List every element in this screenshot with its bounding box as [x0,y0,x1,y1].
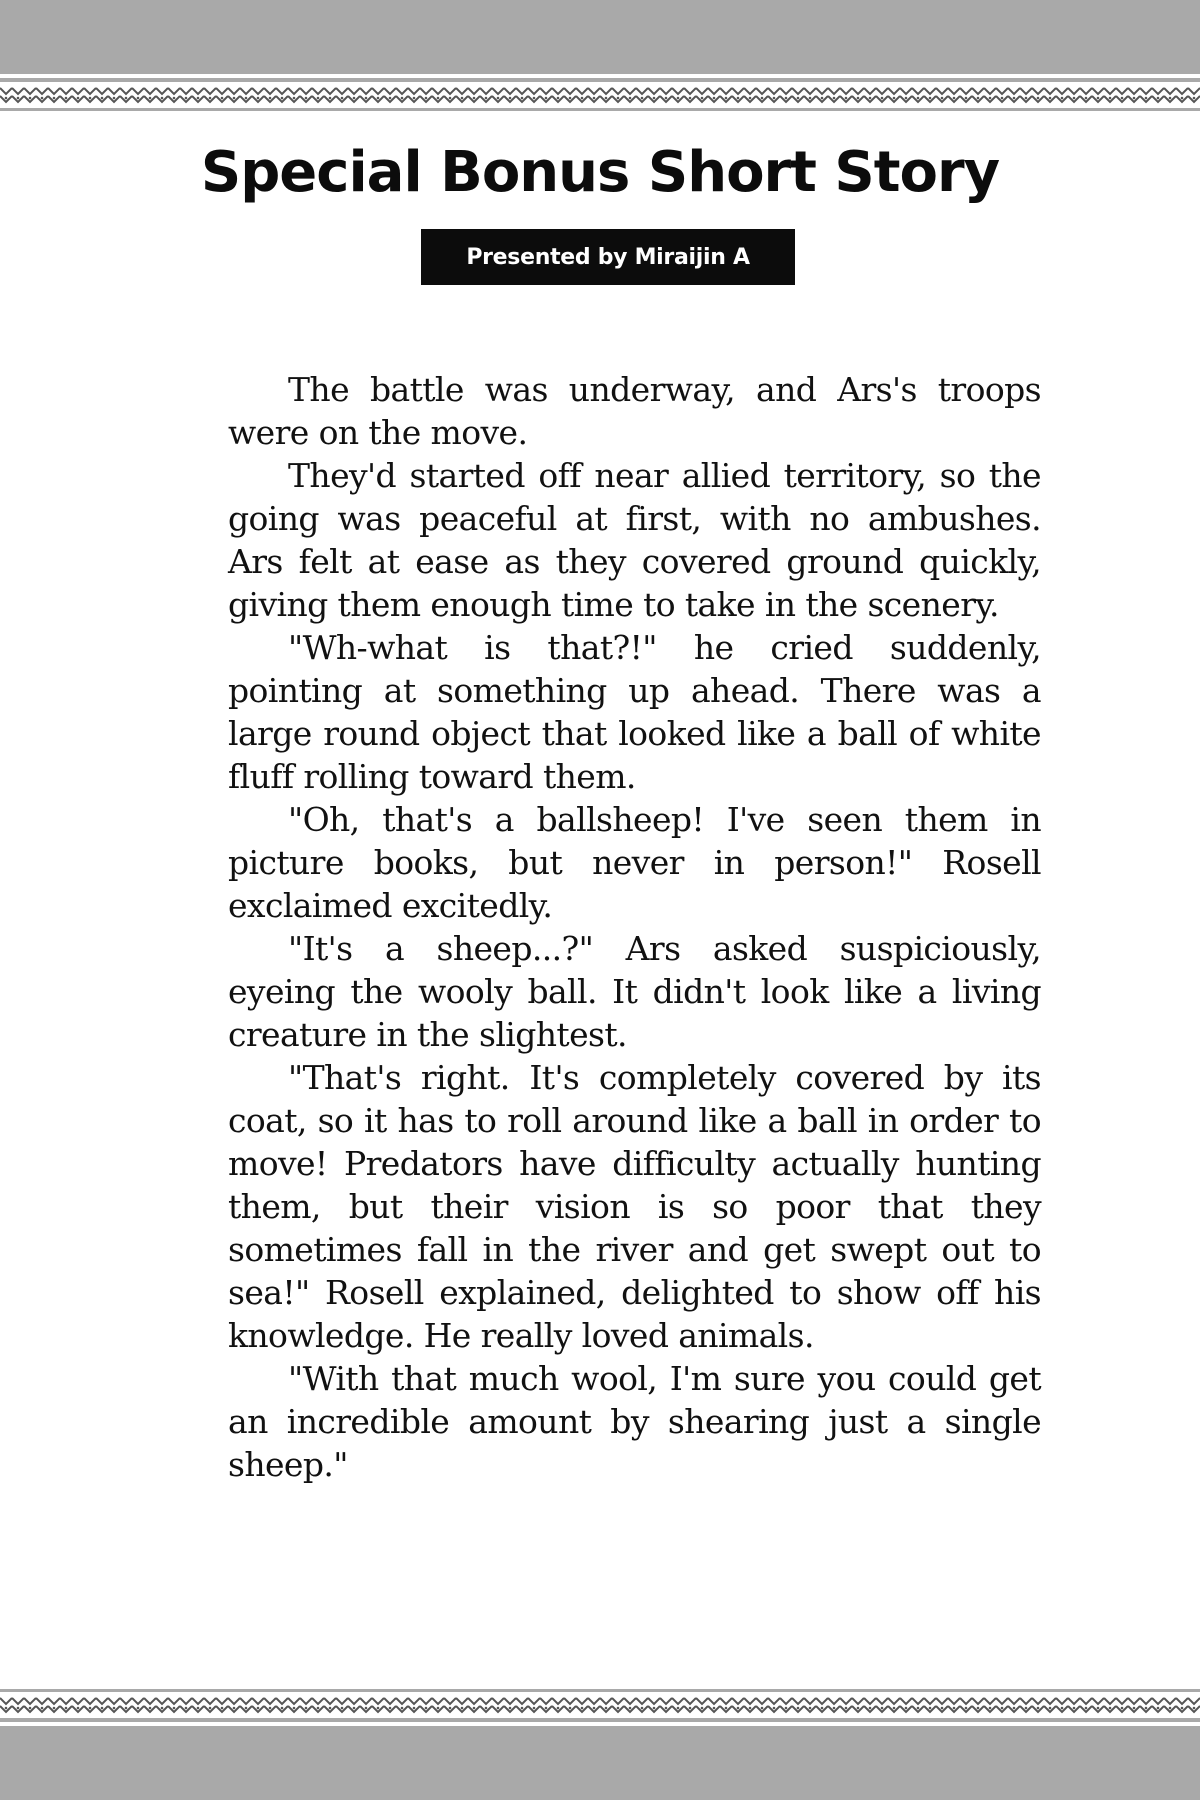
story-paragraph: They'd started off near allied territory, so the going was peaceful at first, with no ambushes. Ars felt at ease as they covered ground quickly, giving them enough time to take in the scenery. [228,456,1041,624]
author-byline-text: Presented by Miraijin A [466,244,750,270]
story-body [228,368,1041,1486]
story-paragraph: "That's right. It's completely covered by its coat, so it has to roll around like a ball in order to move! Predators have difficulty actually hunting them, but their vision is so poor that they sometimes fall in the river and get swept out to sea!" Rosell explained, delighted to show off his knowledge. He really loved animals. [228,1058,1041,1355]
story-paragraph: "Oh, that's a ballsheep! I've seen them in picture books, but never in person!" Rosell exclaimed excitedly. [228,800,1041,925]
story-paragraph: "Wh-what is that?!" he cried suddenly, pointing at something up ahead. There was a large round object that looked like a ball of white fluff rolling toward them. [228,628,1041,796]
story-paragraph: The battle was underway, and Ars's troops were on the move. [228,370,1041,452]
story-paragraph: "It's a sheep...?" Ars asked suspiciously, eyeing the wooly ball. It didn't look like a living creature in the slightest. [228,929,1041,1054]
author-byline [421,229,795,285]
story-paragraph: "With that much wool, I'm sure you could get an incredible amount by shearing just a single sheep." [228,1359,1041,1484]
bottom-decorative-border [0,1684,1200,1726]
top-band [0,0,1200,74]
bottom-band [0,1726,1200,1800]
top-decorative-border [0,74,1200,116]
page-title: Special Bonus Short Story [200,140,1000,205]
